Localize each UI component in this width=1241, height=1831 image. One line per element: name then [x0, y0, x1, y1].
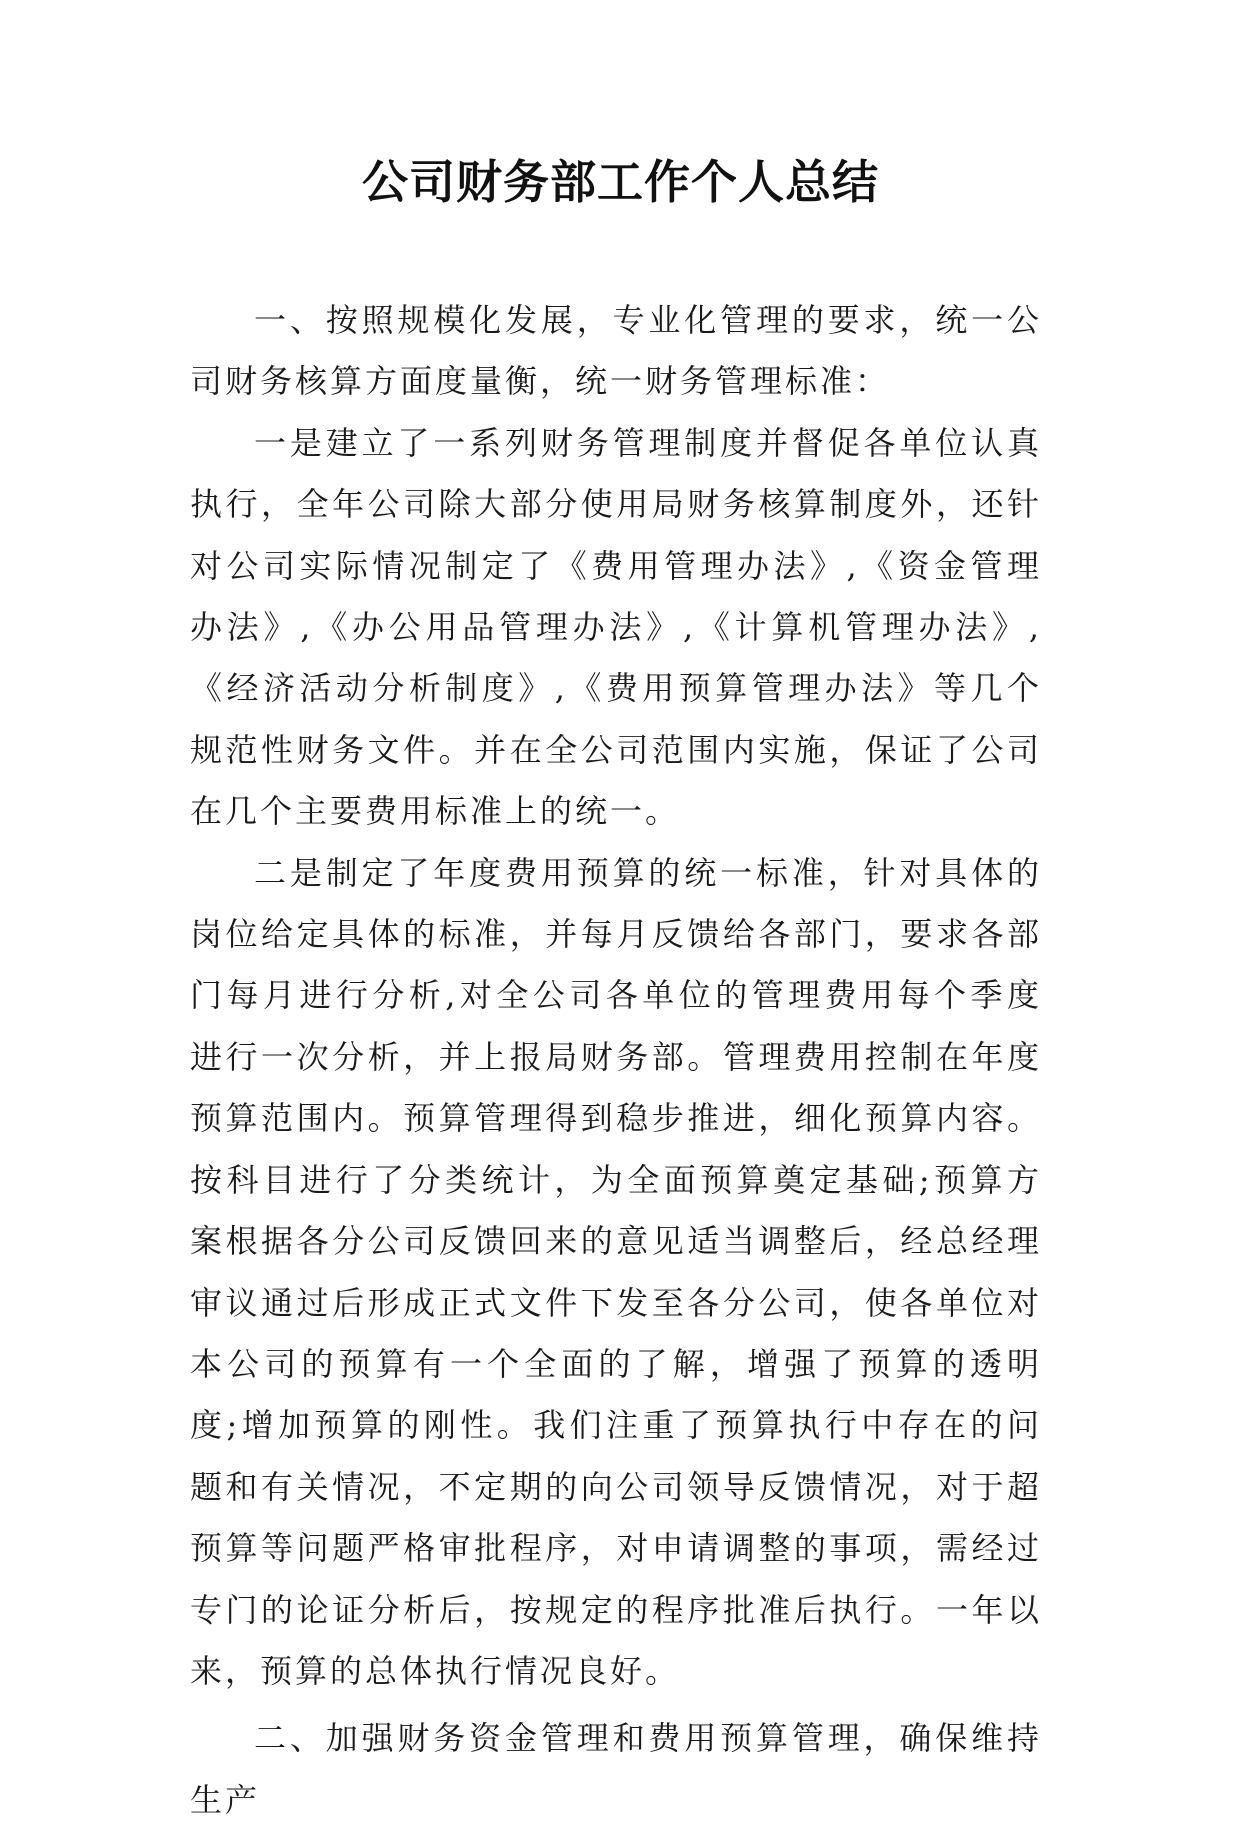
document-title: 公司财务部工作个人总结 [362, 155, 879, 209]
document-body [190, 290, 1042, 1831]
paragraph-item-2: 二是制定了年度费用预算的统一标准，针对具体的岗位给定具体的标准，并每月反馈给各部门，要求各部门每月进行分析,对全公司各单位的管理费用每个季度进行一次分析，并上报局财务部。管理费用控制在年度预算范围内。预算管理得到稳步推进，细化预算内容。按科目进行了分类统计，为全面预算奠定基础;预算方案根据各分公司反馈回来的意见适当调整后，经总经理审议通过后形成正式文件下发至各分公司，使各单位对本公司的预算有一个全面的了解，增强了预算的透明度;增加预算的刚性。我们注重了预算执行中存在的问题和有关情况，不定期的向公司领导反馈情况，对于超预算等问题严格审批程序，对申请调整的事项，需经过专门的论证分析后，按规定的程序批准后执行。一年以来，预算的总体执行情况良好。 [190, 853, 1042, 1690]
paragraph-section-2-heading: 二、加强财务资金管理和费用预算管理，确保维持生产 [190, 1719, 1042, 1819]
paragraph-item-1: 一是建立了一系列财务管理制度并督促各单位认真执行，全年公司除大部分使用局财务核算制度外，还针对公司实际情况制定了《费用管理办法》,《资金管理办法》,《办公用品管理办法》,《计算机管理办法》,《经济活动分析制度》,《费用预算管理办法》等几个规范性财务文件。并在全公司范围内实施，保证了公司在几个主要费用标准上的统一。 [190, 423, 1042, 831]
paragraph-section-1-heading: 一、按照规模化发展，专业化管理的要求，统一公司财务核算方面度量衡，统一财务管理标准： [190, 301, 1042, 401]
